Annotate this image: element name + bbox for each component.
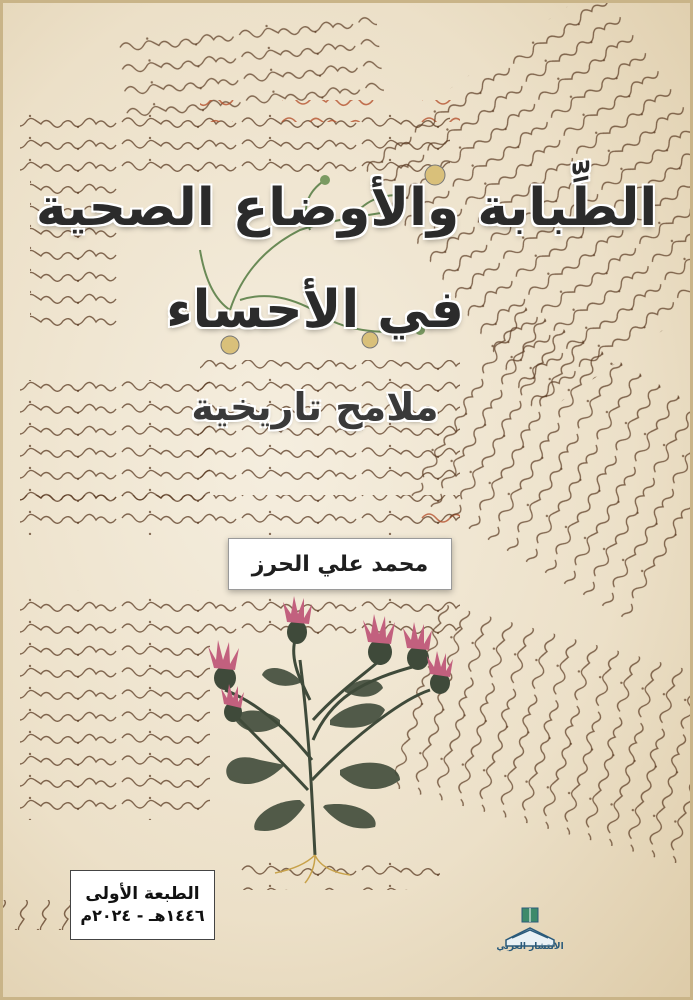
book-title-line2: في الأحساء <box>166 280 464 340</box>
author-name: محمد علي الحرز <box>251 551 429 577</box>
book-title-line1: الطِّبابة والأوضاع الصحية <box>35 178 658 238</box>
edition-box <box>70 870 215 940</box>
author-label-box <box>228 538 452 590</box>
edition-year: ١٤٤٦هـ - ٢٠٢٤م <box>80 906 205 925</box>
edition-label: الطبعة الأولى <box>85 884 200 904</box>
book-subtitle: ملامح تاريخية <box>191 385 439 429</box>
publisher-name: الانتشار العربي <box>496 942 564 952</box>
